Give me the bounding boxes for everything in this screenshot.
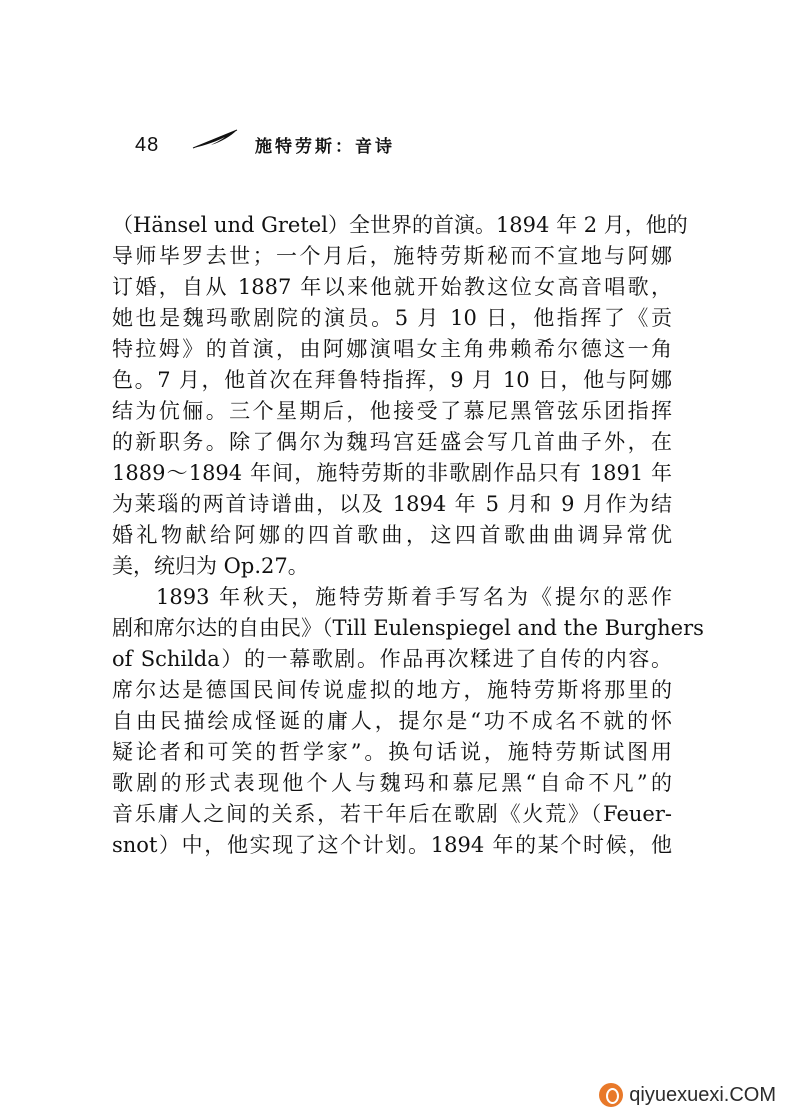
running-title: 施特劳斯：音诗 bbox=[255, 137, 395, 157]
text-line: 1889～1894 年间，施特劳斯的非歌剧作品只有 1891 年 bbox=[112, 461, 672, 485]
text-line: 她也是魏玛歌剧院的演员。5 月 10 日，他指挥了《贡 bbox=[112, 306, 672, 330]
text-line: 的新职务。除了偶尔为魏玛宫廷盛会写几首曲子外，在 bbox=[112, 430, 672, 454]
text-line: 席尔达是德国民间传说虚拟的地方，施特劳斯将那里的 bbox=[112, 678, 672, 702]
text-line: 为莱瑙的两首诗谱曲，以及 1894 年 5 月和 9 月作为结 bbox=[112, 492, 672, 516]
page-number: 48 bbox=[135, 134, 160, 156]
text-line: （Hänsel und Gretel）全世界的首演。1894 年 2 月，他的 bbox=[112, 213, 688, 237]
body-text bbox=[112, 210, 704, 861]
text-line: 剧和席尔达的自由民》（Till Eulenspiegel and the Burghers bbox=[112, 616, 704, 640]
text-line: 特拉姆》的首演，由阿娜演唱女主角弗赖希尔德这一角 bbox=[112, 337, 672, 361]
page-header bbox=[135, 128, 695, 164]
text-line: 色。7 月，他首次在拜鲁特指挥，9 月 10 日，他与阿娜 bbox=[112, 368, 672, 392]
text-line: 疑论者和可笑的哲学家”。换句话说，施特劳斯试图用 bbox=[112, 740, 672, 764]
text-line: 导师毕罗去世；一个月后，施特劳斯秘而不宣地与阿娜 bbox=[112, 244, 672, 268]
text-line: 美，统归为 Op.27。 bbox=[112, 554, 309, 578]
text-line: 音乐庸人之间的关系，若干年后在歌剧《火荒》（Feuer- bbox=[112, 802, 672, 826]
text-line: 结为伉俪。三个星期后，他接受了慕尼黑管弦乐团指挥 bbox=[112, 399, 672, 423]
watermark bbox=[599, 1080, 776, 1110]
text-line: 歌剧的形式表现他个人与魏玛和慕尼黑“自命不凡”的 bbox=[112, 771, 672, 795]
quill-feather-icon bbox=[191, 128, 239, 150]
text-line: 婚礼物献给阿娜的四首歌曲，这四首歌曲曲调异常优 bbox=[112, 523, 672, 547]
text-line: snot）中，他实现了这个计划。1894 年的某个时候，他 bbox=[112, 833, 672, 857]
watermark-text: qiyuexuexi.COM bbox=[629, 1083, 776, 1106]
text-line: 1893 年秋天，施特劳斯着手写名为《提尔的恶作 bbox=[156, 585, 672, 609]
logo-icon bbox=[599, 1083, 623, 1107]
text-line: 订婚，自从 1887 年以来他就开始教这位女高音唱歌， bbox=[112, 275, 672, 299]
text-line: 自由民描绘成怪诞的庸人，提尔是“功不成名不就的怀 bbox=[112, 709, 672, 733]
text-line: of Schilda）的一幕歌剧。作品再次糅进了自传的内容。 bbox=[112, 647, 672, 671]
